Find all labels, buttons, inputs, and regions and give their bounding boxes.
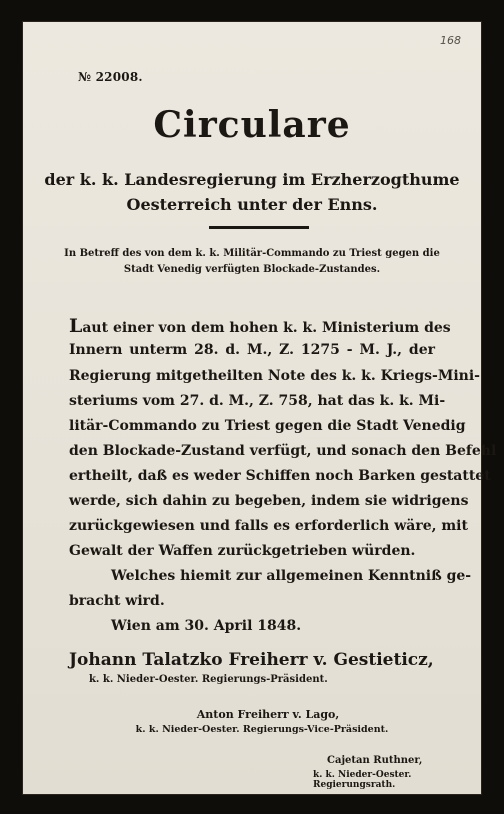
- betreff-line: Stadt Venedig verfügten Blockade-Zustandes.: [123, 264, 381, 275]
- date-line: Wien am 30. April 1848.: [111, 618, 302, 634]
- primary-signatory-role: k. k. Nieder-Oester. Regierungs-Präsident.: [89, 674, 328, 685]
- tertiary-signatory-name: Cajetan Ruthner,: [327, 755, 423, 766]
- title-divider: [209, 226, 309, 229]
- secondary-signatory-name: Anton Freiherr v. Lago,: [196, 708, 340, 721]
- document-page: [23, 22, 497, 794]
- secondary-signatory-role: k. k. Nieder-Oester. Regierungs-Vice-Präsident.: [135, 724, 389, 735]
- subtitle-line: Oesterreich unter der Enns.: [126, 195, 378, 214]
- body-line: werde, sich dahin zu begeben, indem sie widrigens: [69, 493, 469, 509]
- body-line: Laut einer von dem hohen k. k. Ministerium des: [69, 315, 451, 337]
- betreff-line: In Betreff des von dem k. k. Militär-Commando zu Triest gegen die: [64, 248, 440, 259]
- body-line: den Blockade-Zustand verfügt, und sonach den Befehl: [69, 443, 497, 459]
- body-line: Innern unterm 28. d. M., Z. 1275 - M. J., der: [69, 342, 435, 358]
- body-line: ertheilt, daß es weder Schiffen noch Barken gestattet: [69, 468, 491, 484]
- body-line: Gewalt der Waffen zurückgetrieben würden.: [69, 543, 416, 559]
- body-line: zurückgewiesen und falls es erforderlich wäre, mit: [69, 518, 468, 534]
- document-title: Circulare: [153, 104, 351, 146]
- body-line: Regierung mitgetheilten Note des k. k. Kriegs-Mini-: [69, 368, 480, 384]
- body-line: litär-Commando zu Triest gegen die Stadt Venedig: [69, 418, 466, 434]
- body-line: steriums vom 27. d. M., Z. 758, hat das k. k. Mi-: [69, 393, 446, 409]
- subtitle-line: der k. k. Landesregierung im Erzherzogthume: [44, 170, 460, 189]
- primary-signatory-name: Johann Talatzko Freiherr v. Gestieticz,: [69, 650, 434, 670]
- body-line: Welches hiemit zur allgemeinen Kenntniß ge-: [111, 568, 472, 584]
- folio-number: 168: [440, 34, 461, 47]
- body-line: bracht wird.: [69, 593, 165, 609]
- document-number: № 22008.: [78, 70, 143, 84]
- tertiary-signatory-role: k. k. Nieder-Oester. Regierungsrath.: [313, 770, 412, 790]
